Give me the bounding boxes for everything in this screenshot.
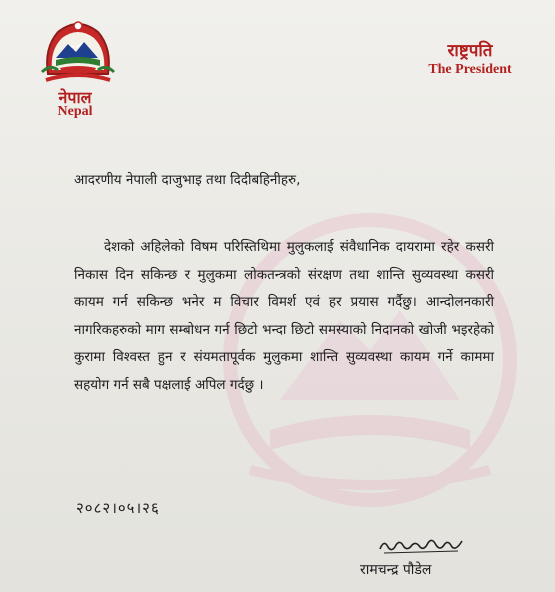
office-title-english: The President xyxy=(428,62,512,77)
country-name-english: Nepal xyxy=(57,104,93,119)
handwritten-signature xyxy=(378,533,468,557)
salutation: आदरणीय नेपाली दाजुभाइ तथा दिदीबहिनीहरु, xyxy=(74,172,301,188)
nepal-emblem-icon xyxy=(38,14,118,86)
country-name-nepali: नेपाल xyxy=(58,88,92,107)
letter-body: देशको अहिलेको विषम परिस्तिथिमा मुलुकलाई संवैधानिक दायरामा रहेर कसरी निकास दिन सकिन्छ र मुलुकमा लोकतन्त्रको संरक्षण तथा शान्ति सुव्यवस्था कसरी कायम गर्न सकिन्छ भनेर म विचार विमर्श एवं हर प्रयास गर्दैछु। आन्दोलनकारी नागरिकहरुको माग सम्बोधन गर्न छिटो भन्दा छिटो समस्याको निदानको खोजी भइरहेको कुरामा विश्वस्त हुन र संयमतापूर्वक मुलुकमा शान्ति सुव्यवस्था कायम गर्ने काममा सहयोग गर्न सबै पक्षलाई अपिल गर्दछु । xyxy=(74,239,494,393)
letter-date: २०८२।०५।२६ xyxy=(76,499,160,517)
office-title-nepali: राष्ट्रपति xyxy=(447,41,493,61)
signatory-name: रामचन्द्र पौडेल xyxy=(360,562,432,578)
